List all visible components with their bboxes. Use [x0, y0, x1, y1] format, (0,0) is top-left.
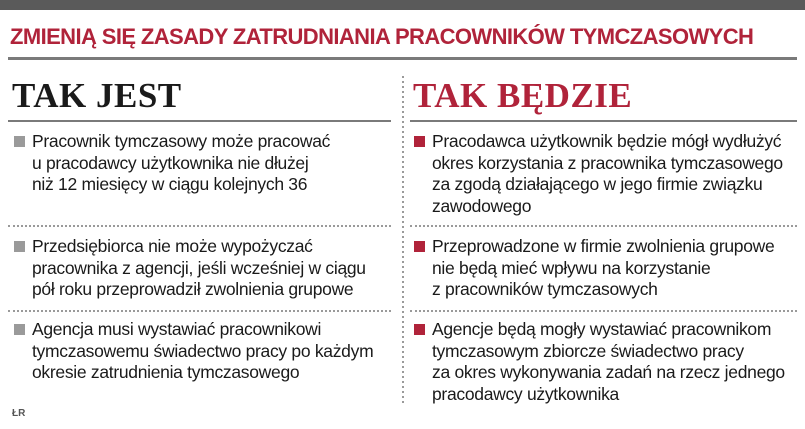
current-item-text: Agencja musi wystawiać pracownikowi tymczasowemu świadectwo pracy po każdym okresie zatrudnienia tymczasowego: [32, 319, 374, 382]
separator: [410, 225, 797, 227]
future-item-text: Przeprowadzone w firmie zwolnienia grupowe nie będą mieć wpływu na korzystanie z pracowników tymczasowych: [432, 236, 775, 299]
column-title-future: TAK BĘDZIE: [413, 76, 633, 115]
column-rule-current: [8, 120, 391, 122]
current-item-1: [12, 131, 397, 196]
column-rule-future: [410, 120, 797, 122]
square-bullet-icon: [414, 241, 425, 252]
current-item-3: [12, 319, 397, 384]
square-bullet-icon: [14, 136, 25, 147]
column-divider: [402, 76, 404, 406]
square-bullet-icon: [414, 324, 425, 335]
current-item-2: [12, 236, 397, 301]
source-credit: ŁR: [12, 408, 26, 419]
future-item-text: Pracodawca użytkownik będzie mógł wydłużyć okres korzystania z pracownika tymczasowego za zgodą działającego w jego firmie związku zawodowego: [432, 131, 783, 216]
current-item-text: Przedsiębiorca nie może wypożyczać pracownika z agencji, jeśli wcześniej w ciągu pół roku przeprowadził zwolnienia grupowe: [32, 236, 366, 299]
current-item-text: Pracownik tymczasowy może pracować u pracodawcy użytkownika nie dłużej niż 12 miesięcy w ciągu kolejnych 36: [32, 131, 331, 194]
square-bullet-icon: [414, 136, 425, 147]
future-item-3: [412, 319, 802, 405]
separator: [8, 310, 391, 312]
separator: [410, 310, 797, 312]
future-item-1: [412, 131, 802, 217]
future-item-2: [412, 236, 802, 301]
headline-rule: [8, 57, 797, 60]
column-title-current: TAK JEST: [12, 76, 182, 115]
square-bullet-icon: [14, 241, 25, 252]
future-item-text: Agencje będą mogły wystawiać pracownikom tymczasowym zbiorcze świadectwo pracy za okres wykonywania zadań na rzecz jednego pracodawcy użytkownika: [432, 319, 785, 404]
headline: ZMIENIĄ SIĘ ZASADY ZATRUDNIANIA PRACOWNIKÓW TYMCZASOWYCH: [10, 24, 754, 49]
top-bar: [0, 0, 805, 10]
square-bullet-icon: [14, 324, 25, 335]
separator: [8, 225, 391, 227]
